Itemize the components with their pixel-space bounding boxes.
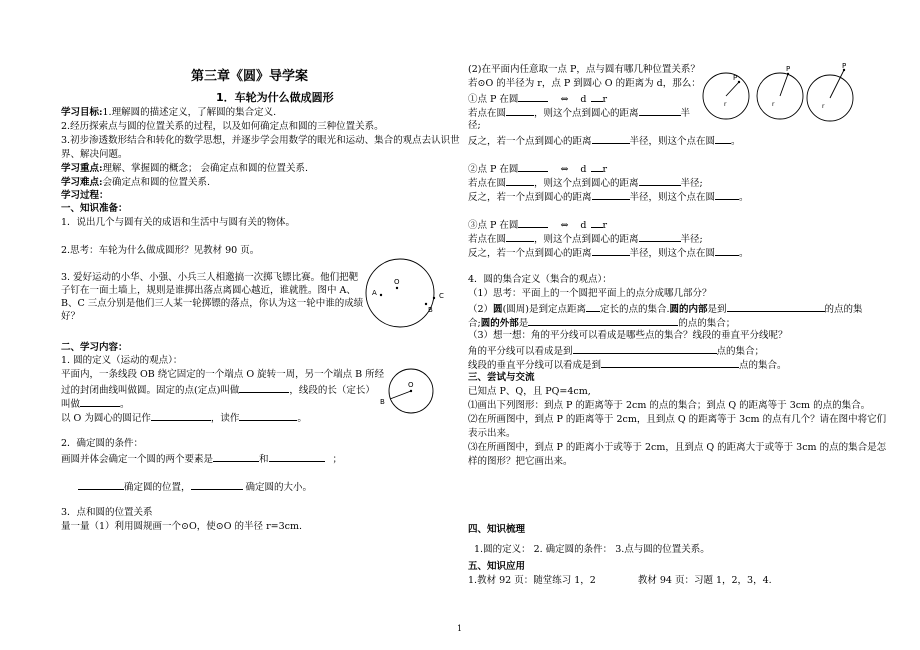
summary-line-1: 1.圆的定义： 2. 确定圆的条件： 3.点与圆的位置关系。: [474, 544, 710, 555]
dart-target-figure: [360, 255, 460, 335]
blank[interactable]: [518, 92, 548, 102]
label-c: C: [439, 292, 444, 300]
set-line-6: 线段的垂直平分线可以看成是到 点的集合。: [468, 360, 787, 371]
point-outside-figure: [807, 62, 853, 121]
label-p: P: [842, 62, 847, 70]
point-on-figure: [757, 65, 803, 119]
blank[interactable]: [639, 106, 681, 116]
page-title: 第三章《圆》导学案: [191, 69, 309, 84]
blank-element-2[interactable]: [269, 452, 325, 462]
blank[interactable]: [573, 344, 717, 354]
blank[interactable]: [518, 162, 548, 172]
goals-line-4: 界、解决问题。: [61, 149, 128, 160]
section-4-heading: 四、知识梳理: [468, 524, 526, 535]
case-1-line-2: 若点在圆 ，则这个点到圆心的距离 半: [468, 108, 691, 119]
try-line-1: 已知点 P、Q，且 PQ=4cm,: [468, 386, 591, 397]
blank-notation[interactable]: [151, 411, 211, 421]
blank[interactable]: [601, 358, 739, 368]
page-number: 1: [457, 624, 463, 633]
prep-question-1: 1．说出几个与圆有关的成语和生活中与圆有关的物体。: [61, 217, 296, 228]
blank[interactable]: [518, 218, 548, 228]
goals-line-3: 3.初步渗透数形结合和转化的数学思想，并逐步学会用数学的眼光和运动、集合的观点去认识世: [61, 135, 460, 146]
condition-title: 2．确定圆的条件：: [61, 438, 144, 449]
process-label: 学习过程：: [61, 190, 109, 201]
label-r: r: [724, 101, 727, 108]
application-line-1: 1.教材 92 页：随堂练习 1，2 教材 94 页：习题 1，2，3，4.: [468, 575, 772, 586]
definition-line-1: 平面内，一条线段 OB 绕它固定的一个端点 O 旋转一周，另一个端点 B 所经: [61, 369, 385, 380]
blank[interactable]: [506, 106, 534, 116]
definition-title: 1. 圆的定义（运动的观点）：: [61, 355, 183, 366]
try-line-5: ⑶在所画图中，到点 P 的距离小于或等于 2cm，且到点 Q 的距离大于或等于 3cm 的点的集合是怎: [468, 442, 887, 453]
case-2-line-2: 若点在圆 ，则这个点到圆心的距离 半径;: [468, 178, 703, 189]
prep-question-2: 2.思考：车轮为什么做成圆形？见教材 90 页。: [61, 245, 260, 256]
blank[interactable]: [715, 190, 739, 200]
position-title: 3．点和圆的位置关系: [61, 507, 153, 518]
blank[interactable]: [639, 176, 681, 186]
definition-line-4: 以 O 为圆心的圆记作 ，读作 。: [61, 413, 307, 424]
set-line-3: 合;圆的外部是 的点的集合；: [468, 318, 736, 329]
prep-question-3-line-4: 好？: [61, 311, 81, 322]
case-1-line-3: 径;: [468, 120, 481, 131]
question-2-line-2: 若⊙O 的半径为 r，点 P 到圆心 O 的距离为 d，那么：: [468, 78, 701, 89]
blank[interactable]: [586, 302, 600, 312]
center-point: [396, 287, 398, 289]
definition-line-2: 过的封闭曲线叫做圆。固定的点(定点)叫做 ，线段的长（定长）: [61, 385, 375, 396]
label-o: O: [408, 381, 414, 389]
blank[interactable]: [727, 302, 825, 312]
blank-radius[interactable]: [80, 397, 120, 407]
prep-question-3-line-3: B、C 三点分别是他们三人某一轮掷镖的落点，你认为这一轮中谁的成绩: [61, 298, 364, 309]
difficulty: 学习难点:会确定点和圆的位置关系.: [61, 177, 211, 188]
question-2-line-1: (2)在平面内任意取一点 P，点与圆有哪几种位置关系？: [468, 64, 700, 75]
set-line-1: （1）思考：平面上的一个圆把平面上的点分成哪几部分？: [468, 288, 712, 299]
blank-reading[interactable]: [239, 411, 297, 421]
position-line-1: 量一量（1）利用圆规画一个⊙O，使⊙O 的半径 r=3cm.: [61, 521, 302, 532]
page-subtitle: 1．车轮为什么做成圆形: [216, 91, 334, 104]
prep-question-3-line-1: 3. 爱好运动的小华、小强、小兵三人相邀搞一次掷飞镖比赛。他们把靶: [61, 272, 359, 283]
blank[interactable]: [591, 162, 603, 172]
center-point: [410, 390, 412, 392]
point-p: [738, 81, 740, 83]
condition-line-1: 画圆并体会确定一个圆的两个要素是 和 ；: [61, 454, 343, 465]
try-line-3: ⑵在所画图中，到点 P 的距离等于 2cm，且到点 Q 的距离等于 3cm 的点有几个？请在图中将它们: [468, 414, 887, 425]
blank[interactable]: [639, 232, 681, 242]
segment-op: [830, 70, 844, 98]
blank[interactable]: [591, 218, 603, 228]
set-line-5: 角的平分线可以看成是到 点的集合；: [468, 346, 765, 357]
segment-op: [780, 74, 788, 96]
condition-line-2: 确定圆的位置， 确定圆的大小。: [78, 480, 312, 494]
label-b: B: [380, 398, 385, 406]
label-o: O: [394, 278, 400, 286]
radius-line: [390, 391, 411, 399]
case-3-line-2: 若点在圆 ，则这个点到圆心的距离 半径;: [468, 234, 703, 245]
blank[interactable]: [506, 176, 534, 186]
point-p: [787, 73, 789, 75]
case-1-line-4: 反之，若一个点到圆心的距离 半径，则这个点在圆 。: [468, 136, 741, 147]
point-a: [380, 294, 382, 296]
section-1-heading: 一、知识准备：: [61, 203, 128, 214]
set-line-4: （3）想一想：角的平分线可以看成是哪些点的集合？线段的垂直平分线呢？: [468, 330, 788, 341]
try-line-4: 表示出来。: [468, 428, 516, 439]
case-2-line-1: ②点 P 在圆 ⇔ d r: [468, 164, 608, 175]
section-2-heading: 二、学习内容：: [61, 342, 128, 353]
try-line-6: 样的图形？把它画出来。: [468, 456, 573, 467]
case-1-line-1: ①点 P 在圆 ⇔ d r: [468, 94, 608, 105]
blank-element-1[interactable]: [213, 452, 259, 462]
label-r: r: [822, 103, 825, 110]
blank[interactable]: [715, 134, 731, 144]
point-inside-figure: [703, 73, 749, 119]
segment-op: [726, 82, 739, 96]
section-3-heading: 三、尝试与交流: [468, 372, 535, 383]
point-c: [433, 297, 435, 299]
blank-center[interactable]: [239, 383, 289, 393]
goals-line-1: 学习目标:1.理解圆的描述定义，了解圆的集合定义.: [61, 107, 277, 118]
definition-line-3: 叫做 。: [61, 399, 130, 410]
case-3-line-1: ③点 P 在圆 ⇔ d r: [468, 220, 608, 231]
blank-position[interactable]: [78, 480, 124, 490]
blank[interactable]: [592, 134, 630, 144]
prep-question-3-line-2: 子钉在一面土墙上，规则是谁掷出落点离圆心越近，谁就胜。图中 A、: [61, 285, 356, 296]
section-5-heading: 五、知识应用: [468, 561, 526, 572]
set-line-2: （2）圆(圆周)是到定点距离 定长的点的集合.圆的内部是到 的点的集: [468, 304, 863, 315]
label-p: P: [786, 65, 791, 73]
blank[interactable]: [715, 246, 739, 256]
try-line-2: ⑴画出下列图形：到点 P 的距离等于 2cm 的点的集合；到点 Q 的距离等于 3cm 的点的集合。: [468, 400, 871, 411]
point-b: [425, 303, 427, 305]
goals-label: 学习目标:: [61, 107, 103, 118]
blank[interactable]: [592, 190, 630, 200]
key-point: 学习重点:理解、掌握圆的概念； 会确定点和圆的位置关系.: [61, 163, 309, 174]
label-a: A: [372, 289, 377, 297]
label-b: B: [428, 306, 433, 314]
blank[interactable]: [528, 316, 678, 326]
case-3-line-3: 反之，若一个点到圆心的距离 半径，则这个点在圆 。: [468, 248, 749, 259]
point-circle-figures: [700, 62, 870, 124]
label-p: P: [733, 74, 738, 82]
label-r: r: [772, 101, 775, 108]
blank[interactable]: [591, 92, 603, 102]
case-2-line-3: 反之，若一个点到圆心的距离 半径，则这个点在圆 。: [468, 192, 749, 203]
blank[interactable]: [506, 232, 534, 242]
set-title: 4．圆的集合定义（集合的观点）：: [468, 274, 612, 285]
blank[interactable]: [592, 246, 630, 256]
goals-line-2: 2.经历探索点与圆的位置关系的过程，以及如何确定点和圆的三种位置关系。: [61, 121, 384, 132]
radius-figure: [375, 363, 440, 418]
blank-size[interactable]: [191, 480, 243, 490]
